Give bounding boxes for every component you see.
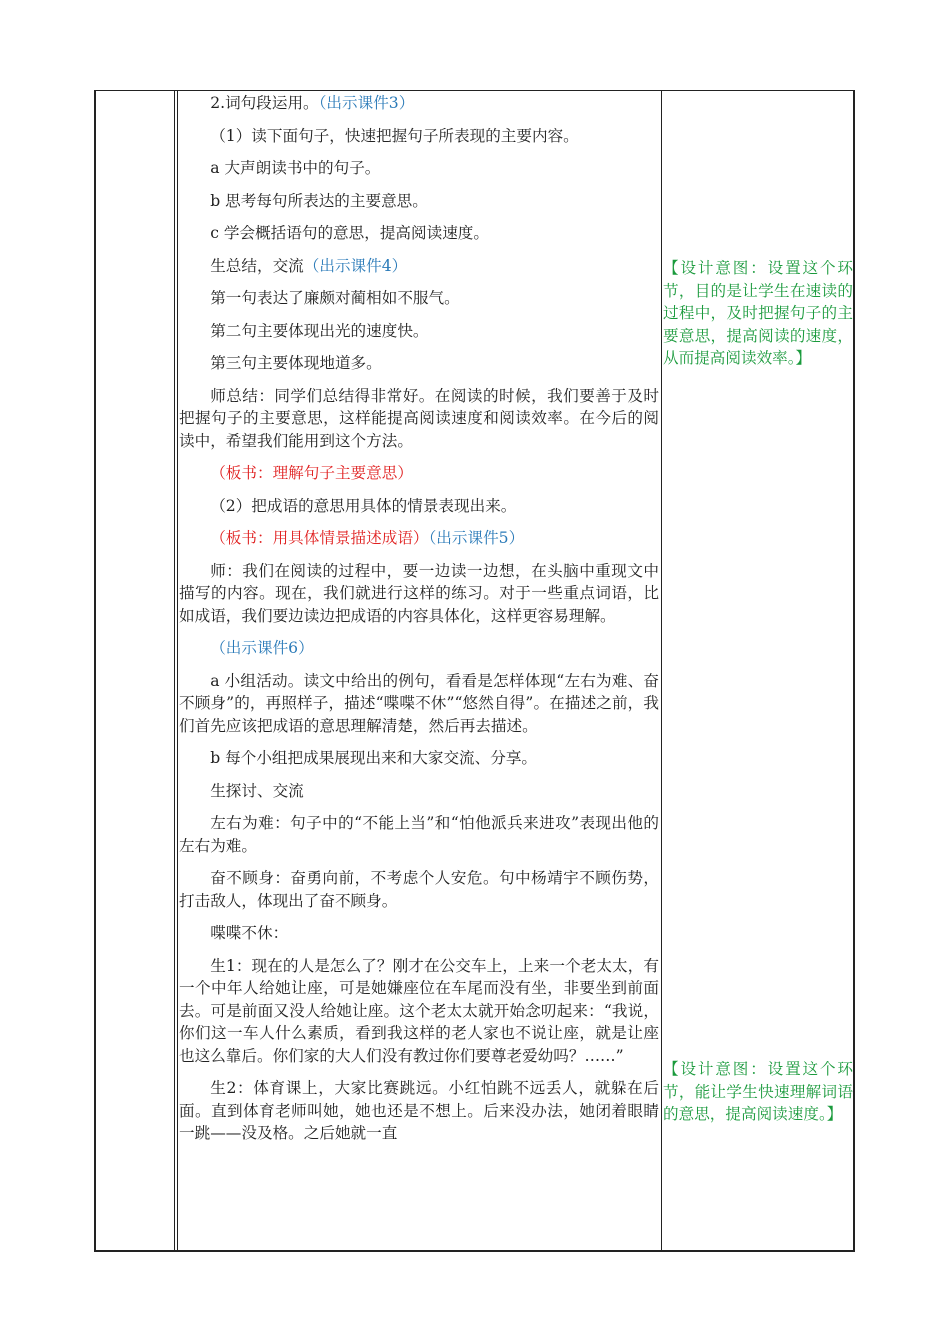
design-intent-note: 【设计意图：设置这个环节，目的是让学生在速读的过程中，及时把握句子的主要意思，提高阅读的速度，从而提高阅读效率。】 bbox=[663, 259, 853, 367]
paragraph: a 小组活动。读文中给出的例句，看看是怎样体现“左右为难、奋不顾身”的，再照样子，描述“喋喋不休”“悠然自得”。在描述之前，我们首先应该把成语的意思理解清楚，然后再去描述。 bbox=[179, 671, 659, 735]
paragraph: 奋不顾身：奋勇向前，不考虑个人安危。句中杨靖宇不顾伤势，打击敌人，体现出了奋不顾身。 bbox=[179, 869, 659, 910]
paragraph: 生2：体育课上，大家比赛跳远。小红怕跳不远丢人，就躲在后面。直到体育老师叫她，她也还是不想上。后来没办法，她闭着眼睛一跳——没及格。之后她就一直 bbox=[179, 1079, 659, 1142]
paragraph: 第二句主要体现出光的速度快。 bbox=[210, 321, 429, 340]
column-divider bbox=[174, 90, 175, 1252]
paragraph: 师总结：同学们总结得非常好。在阅读的时候，我们要善于及时把握句子的主要意思，这样能提高阅读速度和阅读效率。在今后的阅读中，希望我们能用到这个方法。 bbox=[179, 386, 659, 450]
courseware-note: （出示课件3） bbox=[318, 94, 415, 112]
paragraph bbox=[179, 255, 659, 278]
paragraph: 生探讨、交流 bbox=[210, 781, 304, 800]
courseware-note: （出示课件5） bbox=[428, 529, 525, 547]
paragraph: （2）把成语的意思用具体的情景表现出来。 bbox=[210, 496, 517, 515]
paragraph bbox=[179, 92, 659, 115]
paragraph: 第一句表达了廉颇对蔺相如不服气。 bbox=[210, 289, 460, 307]
paragraph: （1）读下面句子，快速把握句子所表现的主要内容。 bbox=[210, 126, 579, 145]
paragraph bbox=[179, 527, 659, 550]
teaching-process-cell bbox=[179, 92, 659, 1155]
blackboard-note: （板书：理解句子主要意思） bbox=[210, 464, 413, 482]
paragraph: c 学会概括语句的意思，提高阅读速度。 bbox=[210, 224, 489, 242]
paragraph: 左右为难：句子中的“不能上当”和“怕他派兵来进攻”表现出他的左右为难。 bbox=[179, 814, 659, 855]
blackboard-note: （板书：用具体情景描述成语） bbox=[210, 529, 429, 547]
paragraph: 生1：现在的人是怎么了？刚才在公交车上，上来一个老太太，有一个中年人给她让座，可是她嫌座位在车尾而没有坐，非要坐到前面去。可是前面又没人给她让座。这个老太太就开始念叨起来：“我说，你们这一车人什么素质，看到我这样的老人家也不说让座，就是让座也这么靠后。你们家的大人们没有教过你们要尊老爱幼吗？……” bbox=[179, 956, 659, 1065]
column-divider bbox=[661, 90, 662, 1252]
column-divider bbox=[177, 90, 178, 1252]
courseware-note: （出示课件6） bbox=[210, 639, 314, 657]
paragraph: 第三句主要体现地道多。 bbox=[210, 354, 382, 372]
design-intent-note: 【设计意图：设置这个环节，能让学生快速理解词语的意思，提高阅读速度。】 bbox=[663, 1060, 853, 1123]
paragraph: a 大声朗读书中的句子。 bbox=[210, 159, 381, 177]
paragraph: b 每个小组把成果展现出来和大家交流、分享。 bbox=[210, 749, 538, 767]
paragraph-text: 生总结，交流 bbox=[210, 256, 304, 275]
paragraph-text: 2.词句段运用。 bbox=[210, 94, 319, 112]
paragraph: 师：我们在阅读的过程中，要一边读一边想，在头脑中重现文中描写的内容。现在，我们就进行这样的练习。对于一些重点词语，比如成语，我们要边读边把成语的内容具体化，这样更容易理解。 bbox=[179, 561, 659, 625]
courseware-note: （出示课件4） bbox=[303, 256, 408, 275]
paragraph: 喋喋不休： bbox=[210, 924, 289, 942]
paragraph: b 思考每句所表达的主要意思。 bbox=[210, 191, 428, 210]
